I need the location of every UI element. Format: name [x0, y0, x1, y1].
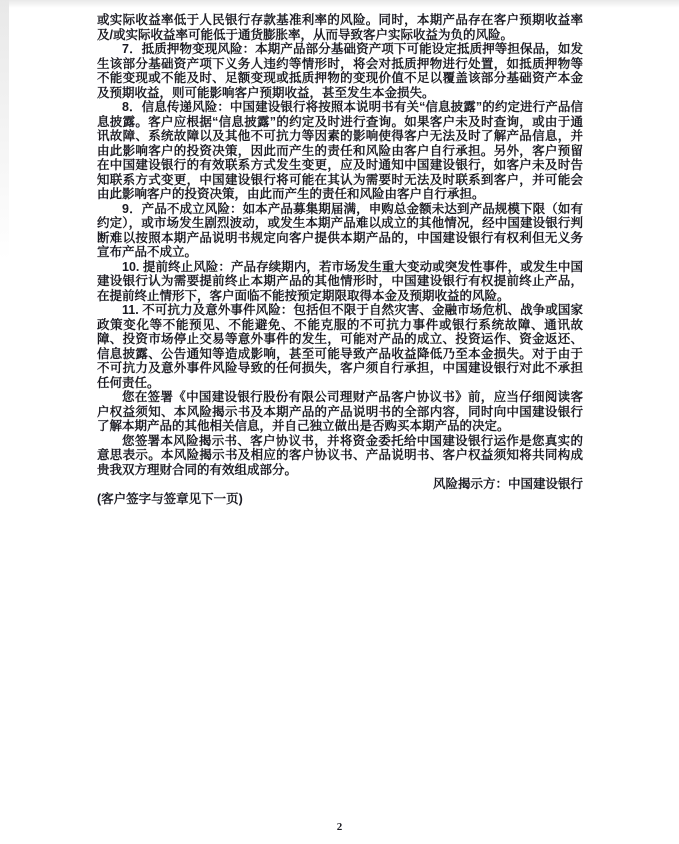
paragraph-risk-11: 11. 不可抗力及意外事件风险：包括但不限于自然灾害、金融市场危机、战争或国家政策变化等不能预见、不能避免、不能克服的不可抗力事件或银行系统故障、通讯故障、投资市场停止交易等意外事件的发生，可能对产品的成立、投资运作、资金返还、信息披露、公告通知等造成影响，甚至可能导致产品收益降低乃至本金损失。对于由于不可抗力及意外事件风险导致的任何损失，客户须自行承担，中国建设银行对此不承担任何责任。	[97, 303, 583, 390]
page-number: 2	[336, 821, 343, 833]
scan-edge-top-shadow	[0, 0, 679, 8]
paragraph-risk-9: 9．产品不成立风险：如本产品募集期届满，申购总金额未达到产品规模下限（如有约定），或市场发生剧烈波动，或发生本期产品难以成立的其他情况，经中国建设银行判断难以按照本期产品说明书规定向客户提供本期产品的，中国建设银行有权利但无义务宣布产品不成立。	[97, 201, 583, 259]
risk-disclosure-body	[97, 13, 583, 506]
scan-edge-left-shadow	[0, 0, 9, 260]
risk-discloser-signature-line: 风险揭示方：中国建设银行	[432, 477, 583, 491]
paragraph-continuation: 或实际收益率低于人民银行存款基准利率的风险。同时，本期产品存在客户预期收益率及/或实际收益率可能低于通货膨胀率，从而导致客户实际收益为负的风险。	[97, 13, 583, 42]
paragraph-risk-7: 7．抵质押物变现风险：本期产品部分基础资产项下可能设定抵质押等担保品，如发生该部分基础资产项下义务人违约等情形时，将会对抵质押物进行处置，如抵质押物等不能变现或不能及时、足额变现或抵质押物的变现价值不足以覆盖该部分基础资产本金及预期收益，则可能影响客户预期收益，甚至发生本金损失。	[97, 42, 583, 100]
customer-signature-note: (客户签字与签章见下一页)	[97, 491, 243, 506]
paragraph-risk-8: 8．信息传递风险：中国建设银行将按照本说明书有关“信息披露”的约定进行产品信息披露。客户应根据“信息披露”的约定及时进行查询。如果客户未及时查询，或由于通讯故障、系统故障以及其他不可抗力等因素的影响使得客户无法及时了解产品信息，并由此影响客户的投资决策，因此而产生的责任和风险由客户自行承担。另外，客户预留在中国建设银行的有效联系方式发生变更，应及时通知中国建设银行，如客户未及时告知联系方式变更，中国建设银行将可能在其认为需要时无法及时联系到客户，并可能会由此影响客户的投资决策，由此而产生的责任和风险由客户自行承担。	[97, 100, 583, 201]
paragraph-agreement-notice: 您在签署《中国建设银行股份有限公司理财产品客户协议书》前，应当仔细阅读客户权益须知、本风险揭示书及本期产品的产品说明书的全部内容，同时向中国建设银行了解本期产品的其他相关信息，并自己独立做出是否购买本期产品的决定。	[97, 390, 583, 433]
paragraph-signing-statement: 您签署本风险揭示书、客户协议书，并将资金委托给中国建设银行运作是您真实的意思表示。本风险揭示书及相应的客户协议书、产品说明书、客户权益须知将共同构成贵我双方理财合同的有效组成部分。	[97, 433, 583, 477]
paragraph-risk-10: 10. 提前终止风险：产品存续期内，若市场发生重大变动或突发性事件，或发生中国建设银行认为需要提前终止本期产品的其他情形时，中国建设银行有权提前终止产品，在提前终止情形下，客户面临不能按预定期限取得本金及预期收益的风险。	[97, 259, 583, 303]
